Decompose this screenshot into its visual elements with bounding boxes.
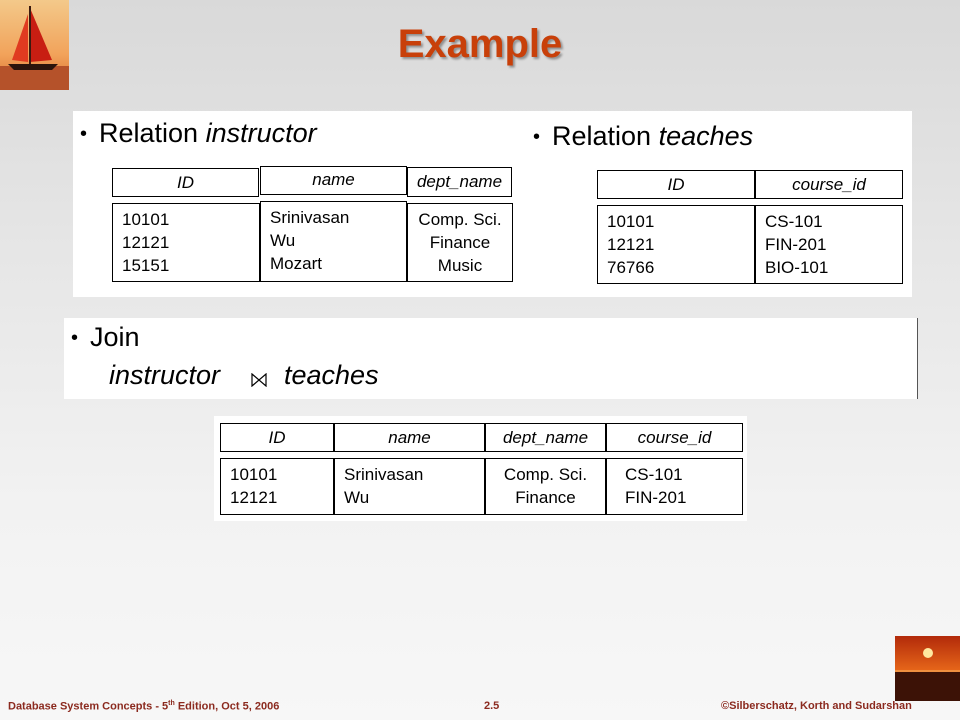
table-cell: 10101	[230, 465, 278, 484]
table-cell: Srinivasan	[344, 465, 424, 484]
sunset-logo-icon	[895, 636, 960, 701]
instructor-header-name: name	[260, 166, 407, 195]
instructor-bullet: • Relation instructor	[80, 118, 317, 148]
join-header-dept-name: dept_name	[485, 423, 606, 452]
join-column-dept-name	[485, 458, 606, 515]
join-panel-divider	[917, 318, 918, 399]
bullet-icon: •	[80, 123, 88, 146]
teaches-header-id: ID	[597, 170, 755, 199]
table-cell: Comp. Sci.	[503, 465, 588, 484]
natural-join-icon	[251, 373, 267, 392]
table-cell: Finance	[429, 233, 491, 252]
join-header-course-id: course_id	[606, 423, 743, 452]
instructor-header-dept-name: dept_name	[407, 167, 512, 197]
bullet-icon: •	[71, 327, 79, 350]
table-cell: Comp. Sci.	[418, 210, 502, 229]
table-cell: 76766	[607, 258, 655, 277]
instructor-column-id	[112, 203, 260, 282]
table-cell: 12121	[122, 233, 170, 252]
join-column-id	[220, 458, 334, 515]
join-right-relation: teaches	[284, 360, 379, 390]
table-cell: 12121	[230, 488, 278, 507]
table-cell: Srinivasan	[270, 208, 350, 227]
table-cell: Finance	[515, 488, 576, 507]
table-cell: 10101	[607, 212, 655, 231]
instructor-column-name	[260, 201, 407, 282]
footer-page-number: 2.5	[484, 700, 500, 712]
join-column-course-id	[606, 458, 743, 515]
table-cell: Wu	[270, 231, 296, 250]
footer-copyright: ©Silberschatz, Korth and Sudarshan	[721, 700, 912, 712]
teaches-bullet: • Relation teaches	[533, 121, 754, 151]
relation-name-teaches: teaches	[658, 121, 754, 151]
join-column-name	[334, 458, 485, 515]
table-cell: Music	[437, 256, 483, 275]
instructor-header-id: ID	[112, 168, 259, 197]
footer-book-info: Database System Concepts - 5th Edition, Oct 5, 2006	[8, 700, 280, 713]
table-cell: 15151	[122, 256, 170, 275]
teaches-column-id	[597, 205, 755, 284]
join-header-name: name	[334, 423, 485, 452]
join-bullet: • Join	[71, 322, 140, 352]
table-cell: FIN-201	[625, 488, 687, 507]
table-cell: 10101	[122, 210, 170, 229]
table-cell: CS-101	[625, 465, 683, 484]
teaches-column-course-id	[755, 205, 903, 284]
table-cell: BIO-101	[765, 258, 829, 277]
table-cell: Wu	[344, 488, 370, 507]
join-left-relation: instructor	[109, 360, 221, 390]
join-header-id: ID	[220, 423, 334, 452]
slide-title: Example	[397, 22, 563, 66]
instructor-column-dept-name	[407, 203, 513, 282]
bullet-icon: •	[533, 126, 541, 149]
table-cell: FIN-201	[765, 235, 827, 254]
relation-name-instructor: instructor	[205, 118, 317, 148]
table-cell: Mozart	[270, 254, 322, 273]
table-cell: CS-101	[765, 212, 823, 231]
table-cell: 12121	[607, 235, 655, 254]
teaches-header-course-id: course_id	[755, 170, 903, 199]
